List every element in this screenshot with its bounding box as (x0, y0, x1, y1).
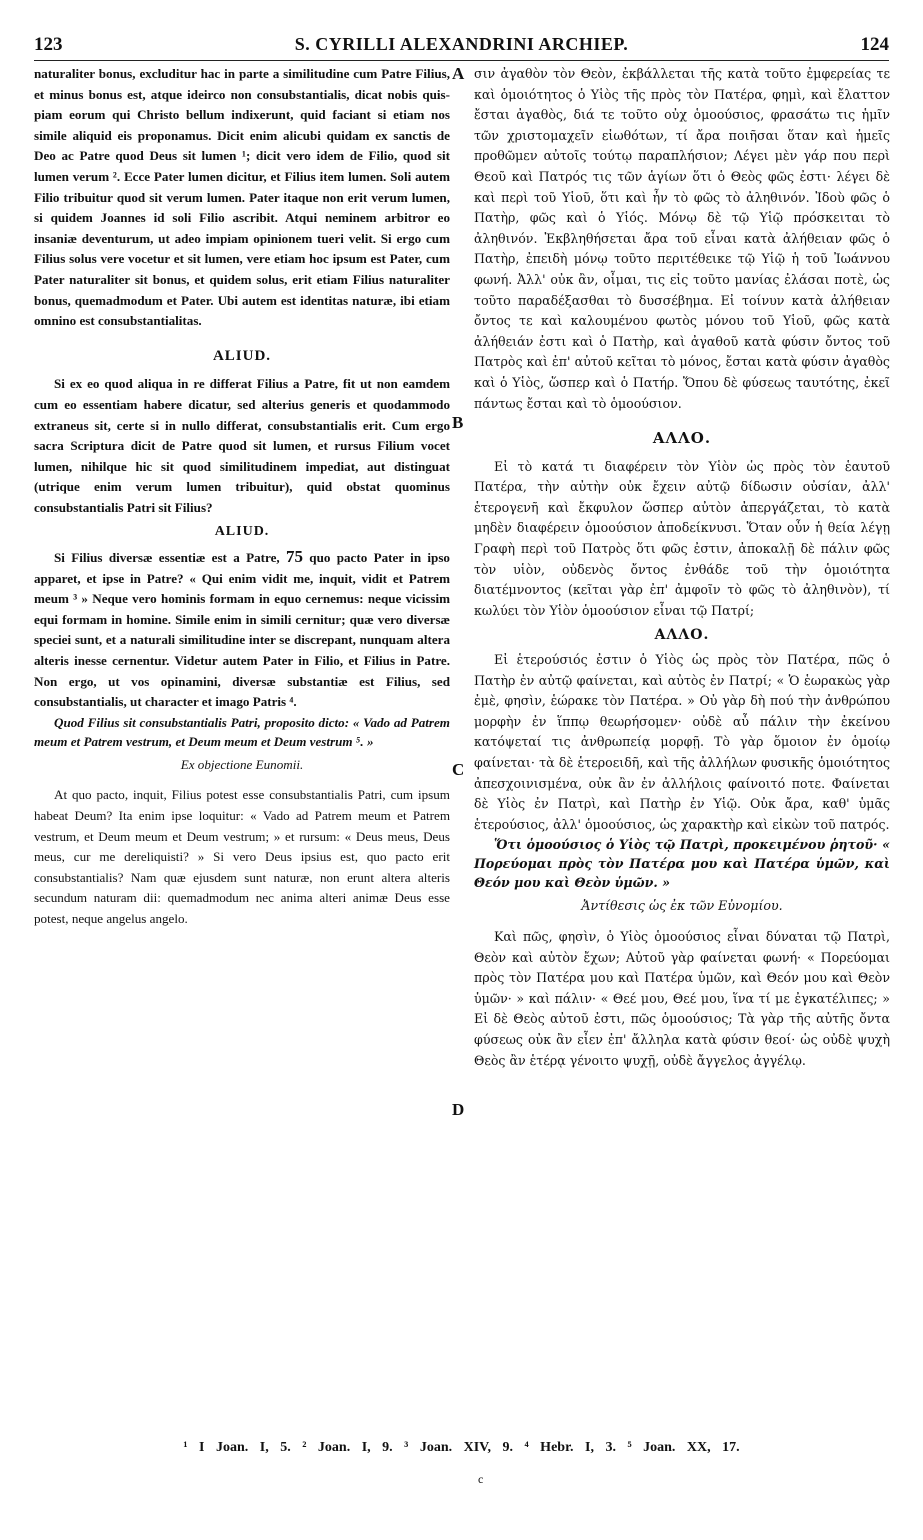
latin-column (34, 64, 450, 930)
page-header (34, 34, 889, 61)
latin-heading-aliud-2: ALIUD. (214, 524, 270, 540)
latin-paragraph-2: Si ex eo quod aliqua in re differat Filius a Patre, fit ut non eamdem cum eo essentiam habere dicatur, sed alterius generis et quodammodo extraneus sit, certe si in nullo differat, consubstantialis erit. Cum ergo sacra Scriptura dicit de Patre quod sit lumen, et rursus Filium vocet lumen, nihilque hic sit quod similitudinem impediat, aut distinguat (utrique enim verum lumen tribuitur), quid obstat quominus consubstantialis Patri sit Filius? (34, 376, 450, 515)
footnotes: ¹ I Joan. I, 5. ² Joan. I, 9. ³ Joan. XIV, 9. ⁴ Hebr. I, 3. ⁵ Joan. XX, 17. (183, 1440, 740, 1455)
latin-paragraph-3-start: Si Filius diversæ essentiæ est a Patre, (54, 550, 280, 566)
signature-mark: c (478, 1472, 484, 1486)
latin-paragraph-1: naturaliter bonus, excluditur hac in parte a similitudine cum Patre Filius, et minus bonus est, atque ideirco non consubstantialis, dicat nobis quispiam eorum qui Christo bellum indixerunt, quid faciant si etiam nos simile aliquid eis proponamus. Dicit enim alicubi quidam ex sanctis de Deo ac Patre quod Deus sit lumen ¹; dicit vero idem de Filio, quod sit lumen verum ². Ecce Pater lumen dicitur, et Filius item lumen. Soli autem Filio tribuitur quod sit verum lumen. Pater itaque non erit verum lumen, si quidem Joannes id soli Filio ascribit. Atqui neminem arbitror eo insaniæ deventurum, ut adeo impiam opinionem tueri velit. Si ergo cum Filius solus vere vocetur et sit lumen, vere etiam hoc ipsum est Pater, cum Pater naturaliter sit bonus, et quidem solus, erit etiam Filius naturaliter bonus, quemadmodum et Pater. Ubi autem est identitas naturæ, ibi etiam omnino est consubstantialitas. (34, 66, 450, 329)
left-page-number: 123 (34, 34, 63, 55)
latin-subheading: Ex objectione Eunomii. (180, 756, 304, 772)
greek-paragraph-3: Εἰ ἑτερούσιός ἐστιν ὁ Υἱὸς ὡς πρὸς τὸν Πατέρα, πῶς ὁ Πατὴρ ἐν αὐτῷ φαίνεται, καὶ αὐτὸς ἐν Πατρί; « Ὁ ἑωρακὼς γὰρ ἐμὲ, φησὶν, ἑώρακε τὸν Πατέρα. » Οὐ γὰρ δὴ πού τὴν ἀνθρώπου μορφὴν ἐν ἵππῳ θεωρήσομεν· οὐδὲ αὖ πάλιν τὴν ἐκείνου κατόψεταί τις ἀνθρωπείᾳ μορφῇ. Τὸ γὰρ ὅμοιον ἐν ὁμοίῳ φαίνεται· τὰ δὲ ἑτεροειδῆ, καὶ τῆς ἀλλήλων φυσικῆς ὁμοιότητος ἀπεσχοινισμένα, οὐκ ἂν ἐν ἀλλήλοις φαίνοιτό ποτε. Φαίνεται δὲ Υἱὸς ἐν Πατρὶ, καὶ Πατὴρ ἐν Υἱῷ. Οὐκ ἄρα, καθ' ὑμᾶς ἑτερούσιος, ἀλλ' ὁμοούσιος, ὡς χαρακτὴρ καὶ εἰκὼν τοῦ πατρός. (474, 652, 890, 832)
greek-paragraph-2: Εἰ τὸ κατά τι διαφέρειν τὸν Υἱὸν ὡς πρὸς τὸν ἑαυτοῦ Πατέρα, τὴν αὐτὴν οὐκ ἔχειν αὐτῷ δίδωσιν οὐσίαν, ἀλλ' ἑτερογενῆ καὶ ἔκφυλον ὥσπερ αὐτὸν ἀπεργάζεται, τὸ κατὰ μηδὲν διαφέρειν ὁμοούσιον ἀποδείκνυσι. Ὅταν οὖν ἡ θεία λέγῃ Γραφὴ περὶ τοῦ Πατρὸς ὅτι φῶς ἐστιν, ἀποκαλῇ δὲ πάλιν φῶς τὸν υἱὸν, οὐδενὸς ὄντος ἐνθάδε τοῦ τὴν ὁμοιότητα διατέμνοντος (κεῖται γὰρ ἐπ' ἀμφοῖν τὸ φῶς τὸ ἀληθινὸν), τί κωλύει τὸν Υἱὸν ὁμοούσιον εἶναι τῷ Πατρί; (474, 458, 890, 618)
right-page-number: 124 (860, 34, 889, 55)
latin-paragraph-4: At quo pacto, inquit, Filius potest esse consubstantialis Patri, cum ipsum habeat Deum? Ita enim ipse loquitur: « Vado ad Patrem meum et Patrem vestrum, et Deum meum et Deum vestrum; » et rursum: « Deus meus, Deus meus, cur me dereliquisti? » Si vero Deus ipsius est, quo pacto erit consubstantialis? Nam quæ ejusdem sunt naturæ, non erunt altera alteris secundum naturam dii: quemadmodum nec anima alteri animæ Deus esse potest, neque angelus angelo. (34, 787, 450, 926)
greek-paragraph-1: σιν ἀγαθὸν τὸν Θεὸν, ἐκβάλλεται τῆς κατὰ τοῦτο ἐμφερείας τε καὶ ὁμοιότητος ὁ Υἱὸς τῆς πρὸς τὸν Πατέρα, φημὶ, καὶ ἔλαττον ἔσται ἀγαθὸς, διά τε τοῦτο οὐχ ὁμοούσιος, φρασάτω τις ἡμῖν τῶν χριστομαχεῖν εἰωθότων, τί ἄρα ποιῆσαι ὅταν καὶ ἡμεῖς προθῶμεν αὐτοῖς τούτῳ παραπλήσιον; Λέγει μὲν γάρ που περὶ Θεοῦ καὶ Πατρός τις τῶν ἁγίων ὅτι ὁ Θεὸς φῶς ἐστι· λέγει δὲ καὶ περὶ τοῦ Υἱοῦ, ὅτι καὶ ἦν τὸ φῶς τὸ ἀληθινόν. Ἰδοὺ φῶς ὁ Πατὴρ, φῶς καὶ ὁ Υἱός. Μόνῳ δὲ τῷ Υἱῷ πρόσκειται τὸ ἀληθινόν. Ἐκβληθήσεται ἄρα τοῦ εἶναι κατὰ ἀλήθειαν φῶς ὁ Πατὴρ, ἐπειδὴ μόνῳ τοῦτο περιτέθεικε τῷ Υἱῷ ἡ τοῦ Ἰωάννου φωνή. Ἀλλ' οὐκ ἂν, οἶμαι, τις εἰς τοῦτο μανίας ἐλάσαι ποτὲ, ὡς τοῦτο παραδέξασθαι τὸ δυσσέβημα. Εἰ τοίνυν κατὰ ἀλήθειαν ὄντος τε καὶ καλουμένου φωτὸς μόνου τοῦ Υἱοῦ, φῶς κατὰ ἀλήθειάν ἐστι καὶ ὁ Πατὴρ, καὶ ἀγαθοῦ κατὰ φύσιν ὄντος τοῦ Πατρὸς καὶ ἐπ' αὐτοῦ κεῖται τὸ μόνος, ἔσται κατὰ φύσιν ἀγαθὸς καὶ ὁ Υἱὸς, ὥσπερ καὶ ὁ Πατήρ. Ὅπου δὲ φύσεως ταυτότης, ἐκεῖ πάντως ἔσται καὶ τὸ ὁμοούσιον. (474, 66, 890, 411)
latin-heading-aliud-1: ALIUD. (212, 347, 272, 364)
greek-heading-allo-1: ΑΛΛΟ. (652, 429, 712, 448)
margin-letter-c: C (452, 760, 465, 779)
greek-paragraph-4: Καὶ πῶς, φησὶν, ὁ Υἱὸς ὁμοούσιος εἶναι δύναται τῷ Πατρὶ, Θεὸν καὶ αὐτὸν ἔχων; Αὐτοῦ γὰρ φαίνεται φωνή· « Πορεύομαι πρὸς τὸν Πατέρα μου καὶ Πατέρα ὑμῶν, καὶ Θεόν μου καὶ Θεὸν ὑμῶν· » καὶ πάλιν· « Θεέ μου, Θεέ μου, ἵνα τί με ἐγκατέλιπες; » Εἰ δὲ Θεὸς αὐτοῦ ἐστι, πῶς ὁμοούσιος; Τὰ γὰρ τῆς αὐτῆς ὄντα φύσεως οὐκ ἂν εἶεν ἐπ' ἄλληλα κατὰ φύσιν θεοί· ὡς οὐδὲ ψυχὴ Θεὸς ἂν ἑτέρᾳ γένοιτο ψυχῇ, οὐδὲ ἄγγελος ἀγγέλῳ. (474, 928, 890, 1068)
margin-letter-a: A (452, 64, 465, 83)
greek-section-heading: Ὅτι ὁμοούσιος ὁ Υἱὸς τῷ Πατρὶ, προκειμένου ῥητοῦ· « Πορεύομαι πρὸς τὸν Πατέρα μου καὶ Πατέρα ὑμῶν, καὶ Θεόν μου καὶ Θεὸν ὑμῶν. » (474, 837, 890, 891)
greek-subheading: Ἀντίθεσις ὡς ἐκ τῶν Εὐνομίου. (581, 898, 783, 914)
greek-column (474, 64, 890, 1071)
margin-letter-b: B (452, 413, 464, 432)
greek-heading-allo-2: ΑΛΛΟ. (654, 627, 710, 644)
latin-paragraph-3-rest: quo pacto Pater in ipso apparet, et ipse in Patre? « Qui enim vidit me, inquit, vidit et Patrem meum ³ » Neque vero hominis formam in equo cernemus: neque vicissim equi formam in homine. Simile enim in simili cernitur; quæ vero diversæ speciei sunt, et a naturali similitudine inter se discrepant, nunquam altera alteris inesse cernentur. Videtur autem Pater in Filio, et Filius in Patre. Non ergo, ut vos opinamini, diversæ substantiæ est Filius, sed consubstantialis, ut character et imago Patris ⁴. (34, 550, 450, 710)
latin-section-heading: Quod Filius sit consubstantialis Patri, proposito dicto: « Vado ad Patrem meum et Patrem vestrum, et Deum meum et Deum vestrum ⁵. » (34, 714, 450, 749)
latin-paragraph-3 (34, 547, 450, 713)
margin-letter-d: D (452, 1100, 465, 1119)
margin-number-75: 75 (285, 547, 303, 567)
running-title: S. CYRILLI ALEXANDRINI ARCHIEP. (294, 34, 629, 54)
